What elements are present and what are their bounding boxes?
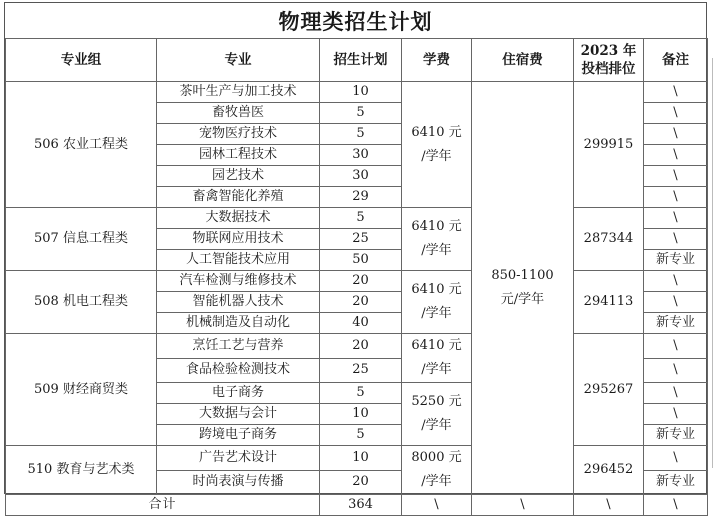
- note-cell: \: [644, 271, 708, 292]
- major-cell: 食品检验检测技术: [157, 358, 320, 383]
- note-cell: \: [644, 166, 708, 187]
- total-dorm: \: [472, 495, 574, 516]
- major-cell: 畜禽智能化养殖: [157, 187, 320, 208]
- tuition-unit: /学年: [421, 243, 452, 258]
- tuition-510: [402, 446, 472, 495]
- note-cell: \: [644, 187, 708, 208]
- table-row: [6, 271, 708, 292]
- group-name-507: 507 信息工程类: [6, 208, 157, 271]
- major-cell: 畜牧兽医: [157, 103, 320, 124]
- plan-cell: 29: [320, 187, 402, 208]
- header-rank-year: 2023 年: [580, 43, 637, 59]
- note-cell: \: [644, 103, 708, 124]
- major-cell: 广告艺术设计: [157, 446, 320, 471]
- header-dorm: 住宿费: [472, 39, 574, 82]
- note-cell: \: [644, 334, 708, 359]
- header-tuition: 学费: [402, 39, 472, 82]
- plan-cell: 25: [320, 229, 402, 250]
- plan-cell: 10: [320, 446, 402, 471]
- plan-cell: 5: [320, 208, 402, 229]
- tuition-507: [402, 208, 472, 271]
- total-plan: 364: [320, 495, 402, 516]
- tuition-508: [402, 271, 472, 334]
- table-row: [6, 334, 708, 359]
- tuition-amount: 5250 元: [411, 394, 462, 409]
- dorm-fee: [472, 82, 574, 495]
- plan-sheet: [4, 2, 707, 512]
- tuition-unit: /学年: [421, 148, 452, 164]
- group-name-509: 509 财经商贸类: [6, 334, 157, 446]
- note-cell: 新专业: [644, 313, 708, 334]
- total-label: 合计: [6, 495, 320, 516]
- dorm-unit: 元/学年: [500, 292, 545, 307]
- plan-cell: 20: [320, 271, 402, 292]
- header-rank: [574, 39, 644, 82]
- plan-cell: 5: [320, 425, 402, 446]
- major-cell: 园艺技术: [157, 166, 320, 187]
- rank-507: 287344: [574, 208, 644, 271]
- note-cell: \: [644, 208, 708, 229]
- page-edge-line: [712, 58, 713, 468]
- total-note: \: [644, 495, 708, 516]
- header-rank-label: 投档排位: [581, 61, 636, 77]
- major-cell: 茶叶生产与加工技术: [157, 82, 320, 103]
- enrollment-plan-table: [5, 38, 708, 516]
- plan-cell: 20: [320, 334, 402, 359]
- group-name-506: 506 农业工程类: [6, 82, 157, 208]
- table-row: [6, 446, 708, 471]
- plan-cell: 5: [320, 124, 402, 145]
- plan-cell: 10: [320, 82, 402, 103]
- table-row: [6, 208, 708, 229]
- group-name-508: 508 机电工程类: [6, 271, 157, 334]
- tuition-amount: 6410 元: [411, 338, 462, 353]
- table-row: [6, 82, 708, 103]
- rank-510: 296452: [574, 446, 644, 495]
- major-cell: 物联网应用技术: [157, 229, 320, 250]
- total-rank: \: [574, 495, 644, 516]
- plan-cell: 10: [320, 404, 402, 425]
- group-name-510: 510 教育与艺术类: [6, 446, 157, 495]
- header-row: [6, 39, 708, 82]
- header-plan: 招生计划: [320, 39, 402, 82]
- total-row: [6, 495, 708, 516]
- total-tuition: \: [402, 495, 472, 516]
- note-cell: \: [644, 229, 708, 250]
- tuition-amount: 6410 元: [411, 219, 462, 234]
- tuition-unit: /学年: [421, 474, 452, 489]
- rank-506: 299915: [574, 82, 644, 208]
- plan-cell: 30: [320, 145, 402, 166]
- note-cell: 新专业: [644, 470, 708, 495]
- major-cell: 宠物医疗技术: [157, 124, 320, 145]
- tuition-unit: /学年: [421, 306, 452, 321]
- major-cell: 园林工程技术: [157, 145, 320, 166]
- note-cell: \: [644, 145, 708, 166]
- note-cell: \: [644, 358, 708, 383]
- header-group: 专业组: [6, 39, 157, 82]
- note-cell: \: [644, 82, 708, 103]
- tuition-509-a: [402, 334, 472, 383]
- tuition-amount: 6410 元: [411, 282, 462, 297]
- major-cell: 大数据与会计: [157, 404, 320, 425]
- tuition-509-b: [402, 383, 472, 446]
- major-cell: 跨境电子商务: [157, 425, 320, 446]
- tuition-506: [402, 82, 472, 208]
- plan-cell: 50: [320, 250, 402, 271]
- plan-cell: 5: [320, 103, 402, 124]
- rank-509: 295267: [574, 334, 644, 446]
- page-title: 物理类招生计划: [5, 3, 706, 39]
- note-cell: 新专业: [644, 425, 708, 446]
- note-cell: \: [644, 383, 708, 404]
- major-cell: 烹饪工艺与营养: [157, 334, 320, 359]
- rank-508: 294113: [574, 271, 644, 334]
- plan-cell: 20: [320, 470, 402, 495]
- major-cell: 电子商务: [157, 383, 320, 404]
- note-cell: \: [644, 446, 708, 471]
- major-cell: 时尚表演与传播: [157, 470, 320, 495]
- major-cell: 机械制造及自动化: [157, 313, 320, 334]
- note-cell: \: [644, 404, 708, 425]
- tuition-amount: 6410 元: [411, 124, 462, 140]
- note-cell: \: [644, 124, 708, 145]
- header-major: 专业: [157, 39, 320, 82]
- plan-cell: 20: [320, 292, 402, 313]
- major-cell: 人工智能技术应用: [157, 250, 320, 271]
- plan-cell: 30: [320, 166, 402, 187]
- tuition-amount: 8000 元: [411, 450, 462, 465]
- plan-cell: 25: [320, 358, 402, 383]
- tuition-unit: /学年: [421, 418, 452, 433]
- header-note: 备注: [644, 39, 708, 82]
- plan-cell: 40: [320, 313, 402, 334]
- tuition-unit: /学年: [421, 362, 452, 377]
- major-cell: 智能机器人技术: [157, 292, 320, 313]
- major-cell: 汽车检测与维修技术: [157, 271, 320, 292]
- major-cell: 大数据技术: [157, 208, 320, 229]
- dorm-amount: 850-1100: [491, 268, 554, 283]
- note-cell: 新专业: [644, 250, 708, 271]
- note-cell: \: [644, 292, 708, 313]
- plan-cell: 5: [320, 383, 402, 404]
